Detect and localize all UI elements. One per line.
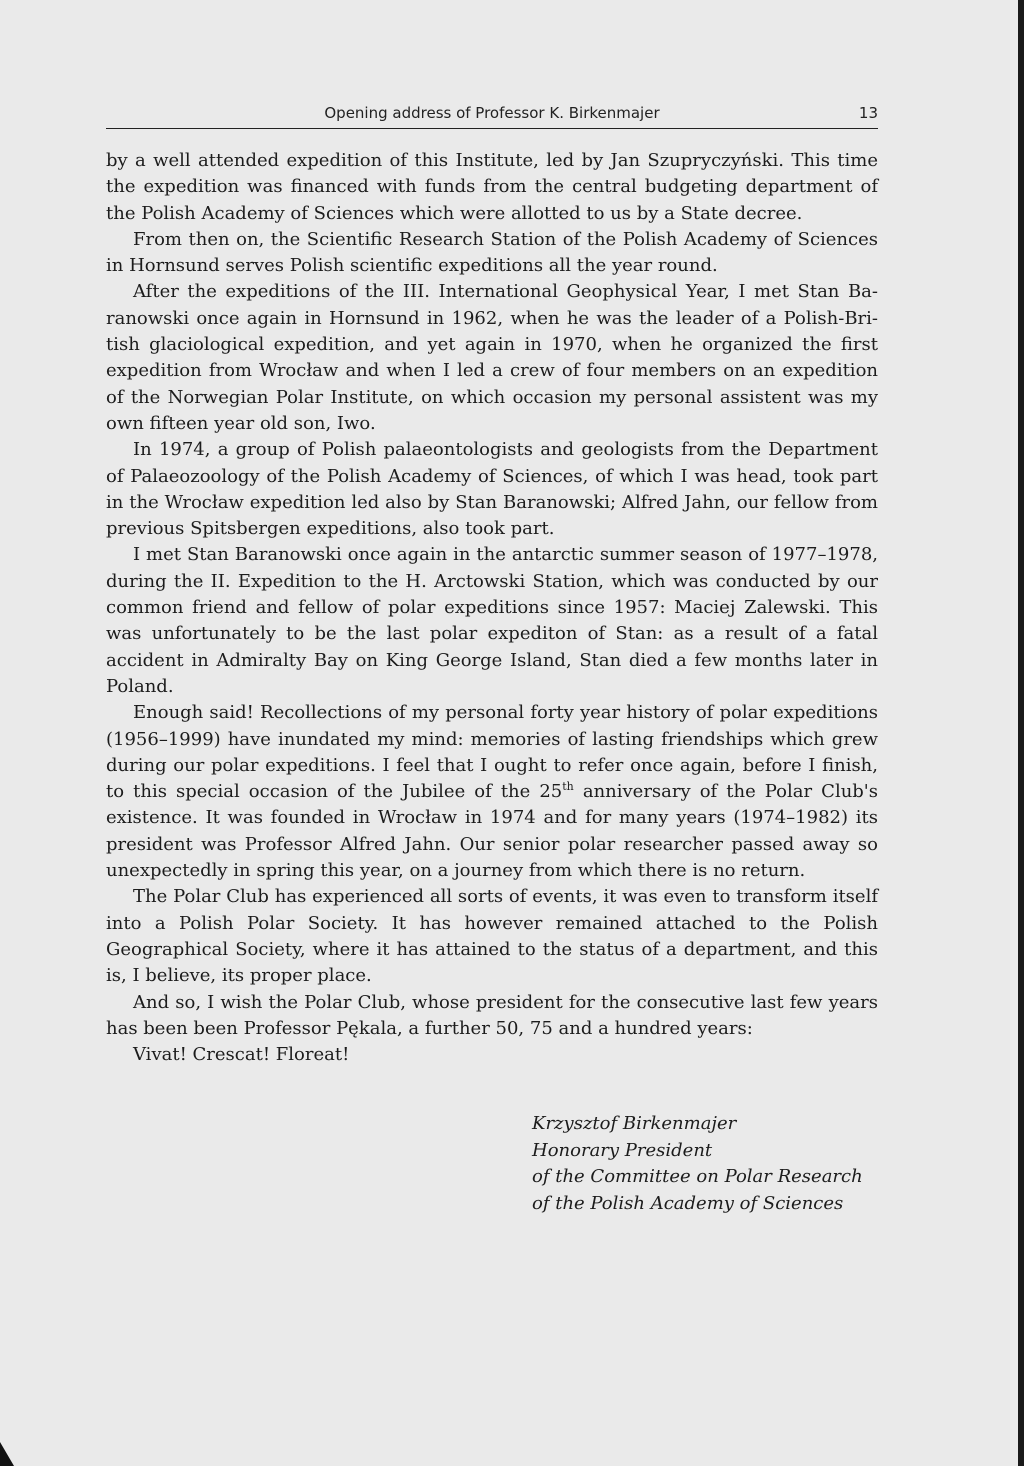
body-text	[106, 148, 878, 1068]
signature-block	[532, 1111, 878, 1217]
paragraph-4: In 1974, a group of Polish palaeontologists and geologists from the Department of Palaeozoology of the Polish Academy of Sciences, of which I was head, took part in the Wrocław expedition led also by Stan Baranowski; Alfred Jahn, our fellow from previous Spitsbergen expeditions, also took part.	[106, 439, 878, 540]
paragraph-1: by a well attended expedition of this Institute, led by Jan Szupryczyński. This time the expedition was financed with funds from the central budgeting department of the Polish Academy of Sciences which were allotted to us by a State decree.	[106, 150, 878, 224]
signatory-affiliation-1: of the Committee on Polar Research	[532, 1166, 863, 1187]
signatory-affiliation-2: of the Polish Academy of Sciences	[532, 1192, 844, 1214]
running-header	[106, 100, 878, 129]
paragraph-7: The Polar Club has experienced all sorts of events, it was even to transform itself into a Polish Polar Society. It has however remained attached to the Polish Geographical Society, where it has attained to the status of a department, and this is, I believe, its proper place.	[106, 886, 878, 987]
corner-mark	[0, 1442, 14, 1466]
signatory-name: Krzysztof Birkenmajer	[532, 1113, 737, 1134]
paragraph-3: After the expeditions of the III. International Geophysical Year, I met Stan Baranowski once again in Hornsund in 1962, when he was the leader of a Polish-British glaciological expedition, and yet again in 1970, when he organized the first expedition from Wrocław and when I led a crew of four members on an expedition of the Norwegian Polar Institute, on which occasion my personal assistent was my own fifteen year old son, Iwo.	[106, 281, 878, 434]
scan-edge	[1018, 0, 1024, 1466]
paragraph-2: From then on, the Scientific Research Station of the Polish Academy of Sciences in Hornsund serves Polish scientific expeditions all the year round.	[106, 228, 878, 277]
paragraph-8: And so, I wish the Polar Club, whose president for the consecutive last few years has been been Professor Pękala, a further 50, 75 and a hundred years:	[106, 991, 878, 1039]
running-title: Opening address of Professor K. Birkenmajer	[324, 104, 660, 122]
paragraph-6	[106, 700, 878, 884]
signatory-title: Honorary President	[532, 1139, 713, 1161]
paragraph-6-part-2: anniversary of the Polar Club's existence. It was founded in Wrocław in 1974 and for many years (1974–1982) its president was Professor Alfred Jahn. Our senior polar researcher passed away so unexpectedly in spring this year, on a journey from which there is no return.	[106, 781, 878, 882]
paragraph-5: I met Stan Baranowski once again in the antarctic summer season of 1977–1978, during the II. Expedition to the H. Arctowski Station, which was conducted by our common friend and fellow of polar expeditions since 1957: Maciej Zalewski. This was unfortunately to be the last polar expediton of Stan: as a result of a fatal accident in Admiralty Bay on King George Island, Stan died a few months later in Poland.	[106, 544, 878, 697]
ordinal-suffix: th	[562, 780, 574, 794]
closing-exclamation: Vivat! Crescat! Floreat!	[133, 1044, 350, 1066]
paragraph-6-part-1: Enough said! Recollections of my personal forty year history of polar expeditions (1956–1999) have inundated my mind: memories of lasting friendships which grew during our polar expeditions. I feel that I ought to refer once again, before I finish, to this special occasion of the Jubilee of the 25	[106, 702, 878, 803]
page-number: 13	[858, 104, 878, 122]
